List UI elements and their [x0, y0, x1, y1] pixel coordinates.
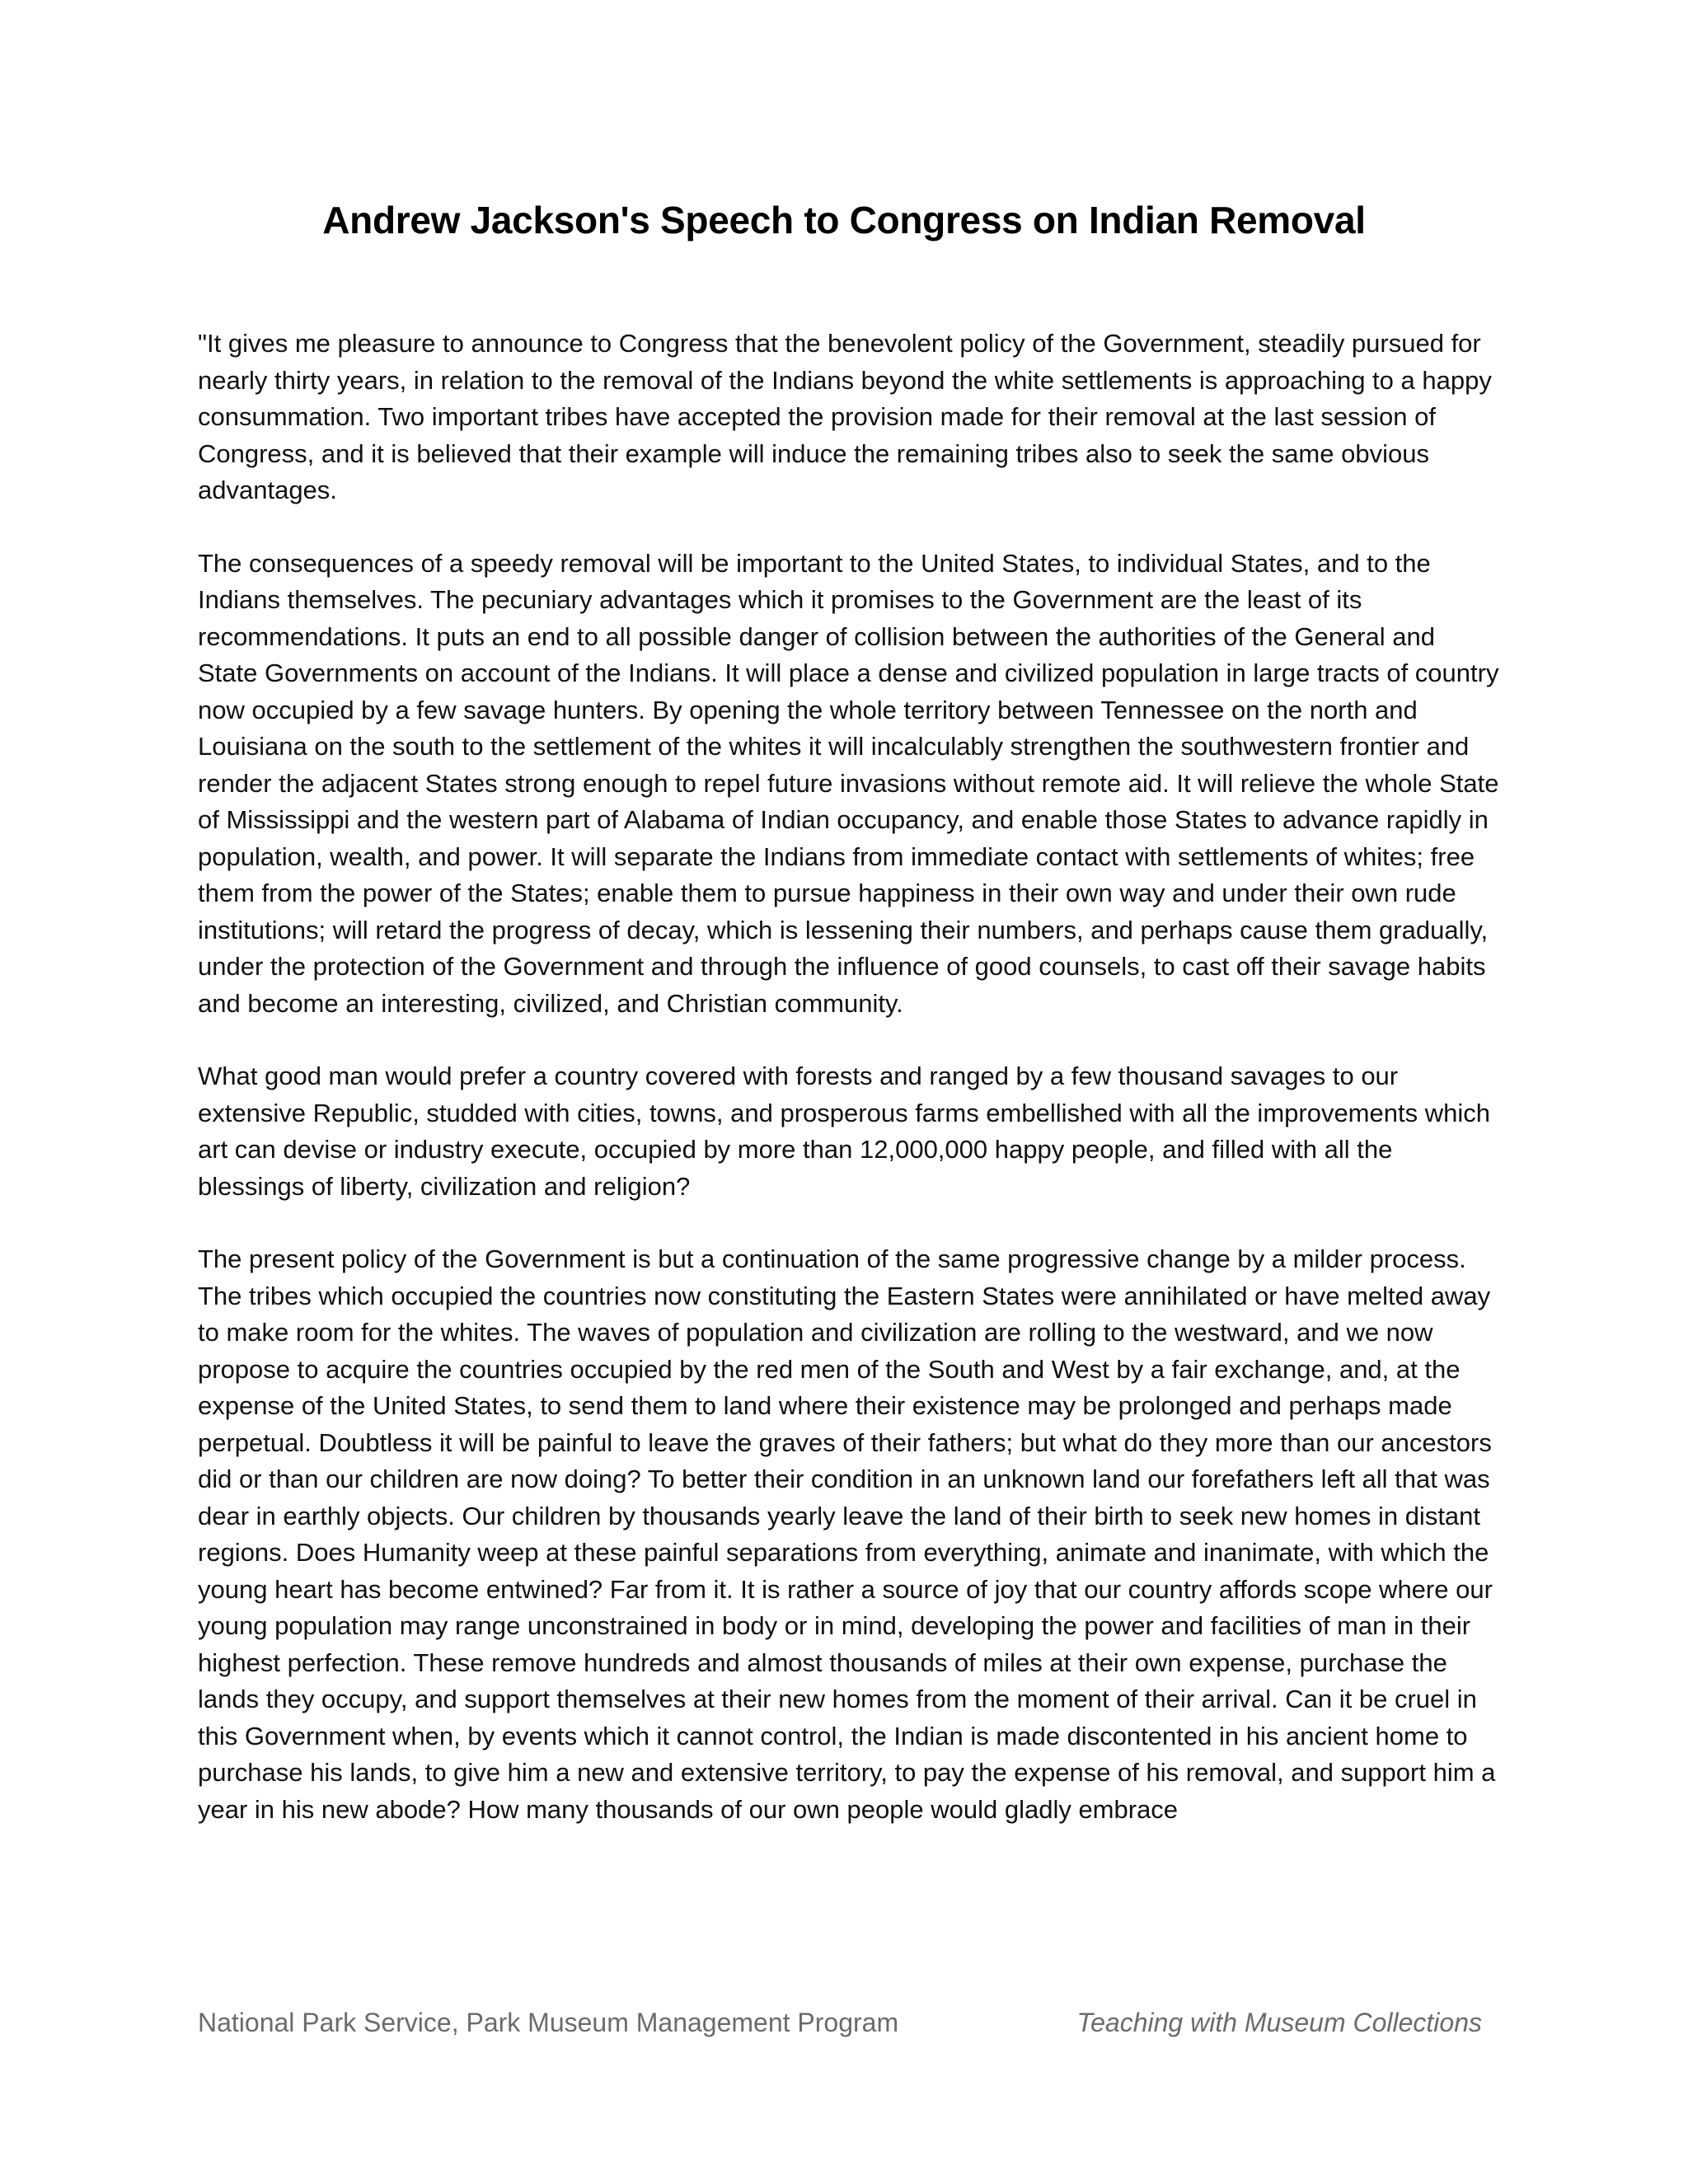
paragraph-4: The present policy of the Government is but a continuation of the same progressive change by a milder process. The tribes which occupied the countries now constituting the Eastern States were annihilated or have melted away to make room for the whites. The waves of population and civilization are rolling to the westward, and we now propose to acquire the countries occupied by the red men of the South and West by a fair exchange, and, at the expense of the United States, to send them to land where their existence may be prolonged and perhaps made perpetual. Doubtless it will be painful to leave the graves of their fathers; but what do they more than our ancestors did or than our children are now doing? To better their condition in an unknown land our forefathers left all that was dear in earthly objects. Our children by thousands yearly leave the land of their birth to seek new homes in distant regions. Does Humanity weep at these painful separations from everything, animate and inanimate, with which the young heart has become entwined? Far from it. It is rather a source of joy that our country affords scope where our young population may range unconstrained in body or in mind, developing the power and facilities of man in their highest perfection. These remove hundreds and almost thousands of miles at their own expense, purchase the lands they occupy, and support themselves at their new homes from the moment of their arrival. Can it be cruel in this Government when, by events which it cannot control, the Indian is made discontented in his ancient home to purchase his lands, to give him a new and extensive territory, to pay the expense of his removal, and support him a year in his new abode? How many thousands of our own people would gladly embrace — [198, 1244, 1496, 1824]
paragraph-2: The consequences of a speedy removal will be important to the United States, to individual States, and to the Indians themselves. The pecuniary advantages which it promises to the Government are the least of its recommendations. It puts an end to all possible danger of collision between the authorities of the General and State Governments on account of the Indians. It will place a dense and civilized population in large tracts of country now occupied by a few savage hunters. By opening the whole territory between Tennessee on the north and Louisiana on the south to the settlement of the whites it will incalculably strengthen the southwestern frontier and render the adjacent States strong enough to repel future invasions without remote aid. It will relieve the whole State of Mississippi and the western part of Alabama of Indian occupancy, and enable those States to advance rapidly in population, wealth, and power. It will separate the Indians from immediate contact with settlements of whites; free them from the power of the States; enable them to pursue happiness in their own way and under their own rude institutions; will retard the progress of decay, which is lessening their numbers, and perhaps cause them gradually, under the protection of the Government and through the influence of good counsels, to cast off their savage habits and become an interesting, civilized, and Christian community. — [198, 548, 1499, 1018]
footer-program-title: Teaching with Museum Collections — [1076, 2008, 1482, 2037]
footer-organization: National Park Service, Park Museum Management Program — [198, 2008, 899, 2037]
paragraph-1: "It gives me pleasure to announce to Congress that the benevolent policy of the Government, steadily pursued for nearly thirty years, in relation to the removal of the Indians beyond the white settlements is approaching to a happy consummation. Two important tribes have accepted the provision made for their removal at the last session of Congress, and it is believed that their example will induce the remaining tribes also to seek the same obvious advantages. — [198, 329, 1492, 504]
paragraph-3: What good man would prefer a country covered with forests and ranged by a few thousand savages to our extensive Republic, studded with cities, towns, and prosperous farms embellished with all the improvements which art can devise or industry execute, occupied by more than 12,000,000 happy people, and filled with all the blessings of liberty, civilization and religion? — [198, 1062, 1490, 1201]
document-title: Andrew Jackson's Speech to Congress on Indian Removal — [322, 199, 1366, 241]
document-body — [198, 326, 1500, 1864]
